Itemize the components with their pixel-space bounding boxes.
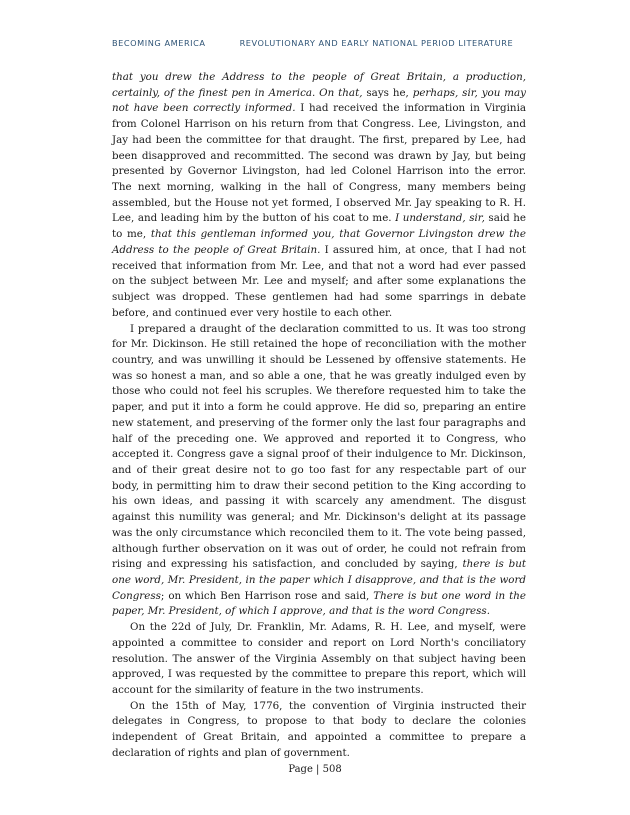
italic-run: perhaps, sir, you may not have been correctly informed. — [112, 86, 526, 115]
text-run: said he to me, — [112, 212, 526, 241]
header-section-title: REVOLUTIONARY AND EARLY NATIONAL PERIOD LITERATURE — [239, 38, 514, 48]
text-run: On the 15th of May, 1776, the convention of Virginia instructed their delegates in Congress, to propose to that body to declare the colonies independent of Great Britain, and appointed a committee to prepare a declaration of rights and plan of government. — [112, 699, 526, 759]
paragraph-p4 — [112, 699, 526, 762]
italic-run: that you drew the Address to the people of Great Britain, a production, certainly, of the finest pen in America. On that, — [112, 71, 526, 99]
text-run: ; on which Ben Harrison rose and said, — [160, 589, 374, 602]
text-run: On the 22d of July, Dr. Franklin, Mr. Adams, R. H. Lee, and myself, were appointed a committee to consider and report on Lord North's conciliatory resolution. The answer of the Virginia Assembly on that subject having been approved, I was requested by the committee to prepare this report, which will account for the similarity of feature in the two instruments. — [112, 621, 526, 697]
italic-run: There is but one word in the paper, Mr. President, of which I approve, and that is the word Congress. — [112, 589, 526, 618]
paragraph-p2 — [112, 322, 526, 621]
text-run: says he, — [362, 86, 413, 99]
italic-run: I understand, sir, — [395, 212, 485, 225]
body-text — [112, 70, 526, 762]
text-run: I prepared a draught of the declaration committed to us. It was too strong for Mr. Dickinson. He still retained the hope of reconciliation with the mother country, and was unwilling it should be Lessened by offensive statements. He was so honest a man, and so able a one, that he was greatly indulged even by those who could not feel his scruples. We therefore requested him to take the paper, and put it into a form he could approve. He did so, preparing an entire new statement, and preserving of the former only the last four paragraphs and half of the preceding one. We approved and reported it to Congress, who accepted it. Congress gave a signal proof of their indulgence to Mr. Dickinson, and of their great desire not to go too fast for any respectable part of our body, in permitting him to draw their second petition to the King according to his own ideas, and passing it with scarcely any amendment. The disgust against this numility was general; and Mr. Dickinson's delight at its passage was the only circumstance which reconciled them to it. The vote being passed, although further observation on it was out of order, he could not refrain from rising and expressing his satisfaction, and concluded by saying, — [112, 322, 526, 571]
italic-run: there is but one word, Mr. President, in the paper which I disapprove, and that is the word Congress — [112, 558, 526, 602]
page-number: Page | 508 — [288, 764, 342, 775]
italic-run: that this gentleman informed you, that Governor Livingston drew the Address to the people of Great Britain. — [112, 228, 526, 256]
paragraph-p3 — [112, 620, 526, 699]
header-book-title: BECOMING AMERICA — [112, 38, 206, 48]
text-run: I had received the information in Virginia from Colonel Harrison on his return from that Congress. Lee, Livingston, and Jay had been the committee for that draught. The first, prepared by Lee, had been disapproved and recommitted. The second was drawn by Jay, but being presented by Governor Livingston, had led Colonel Harrison into the error. The next morning, walking in the hall of Congress, many members being assembled, but the House not yet formed, I observed Mr. Jay speaking to R. H. Lee, and leading him by the button of his coat to me. — [112, 102, 526, 225]
text-run: I assured him, at once, that I had not received that information from Mr. Lee, and that not a word had ever passed on the subject between Mr. Lee and myself; and after some explanations the subject was dropped. These gentlemen had had some sparrings in debate before, and continued ever very hostile to each other. — [112, 243, 526, 319]
paragraph-p1 — [112, 70, 526, 322]
running-header — [112, 38, 532, 48]
